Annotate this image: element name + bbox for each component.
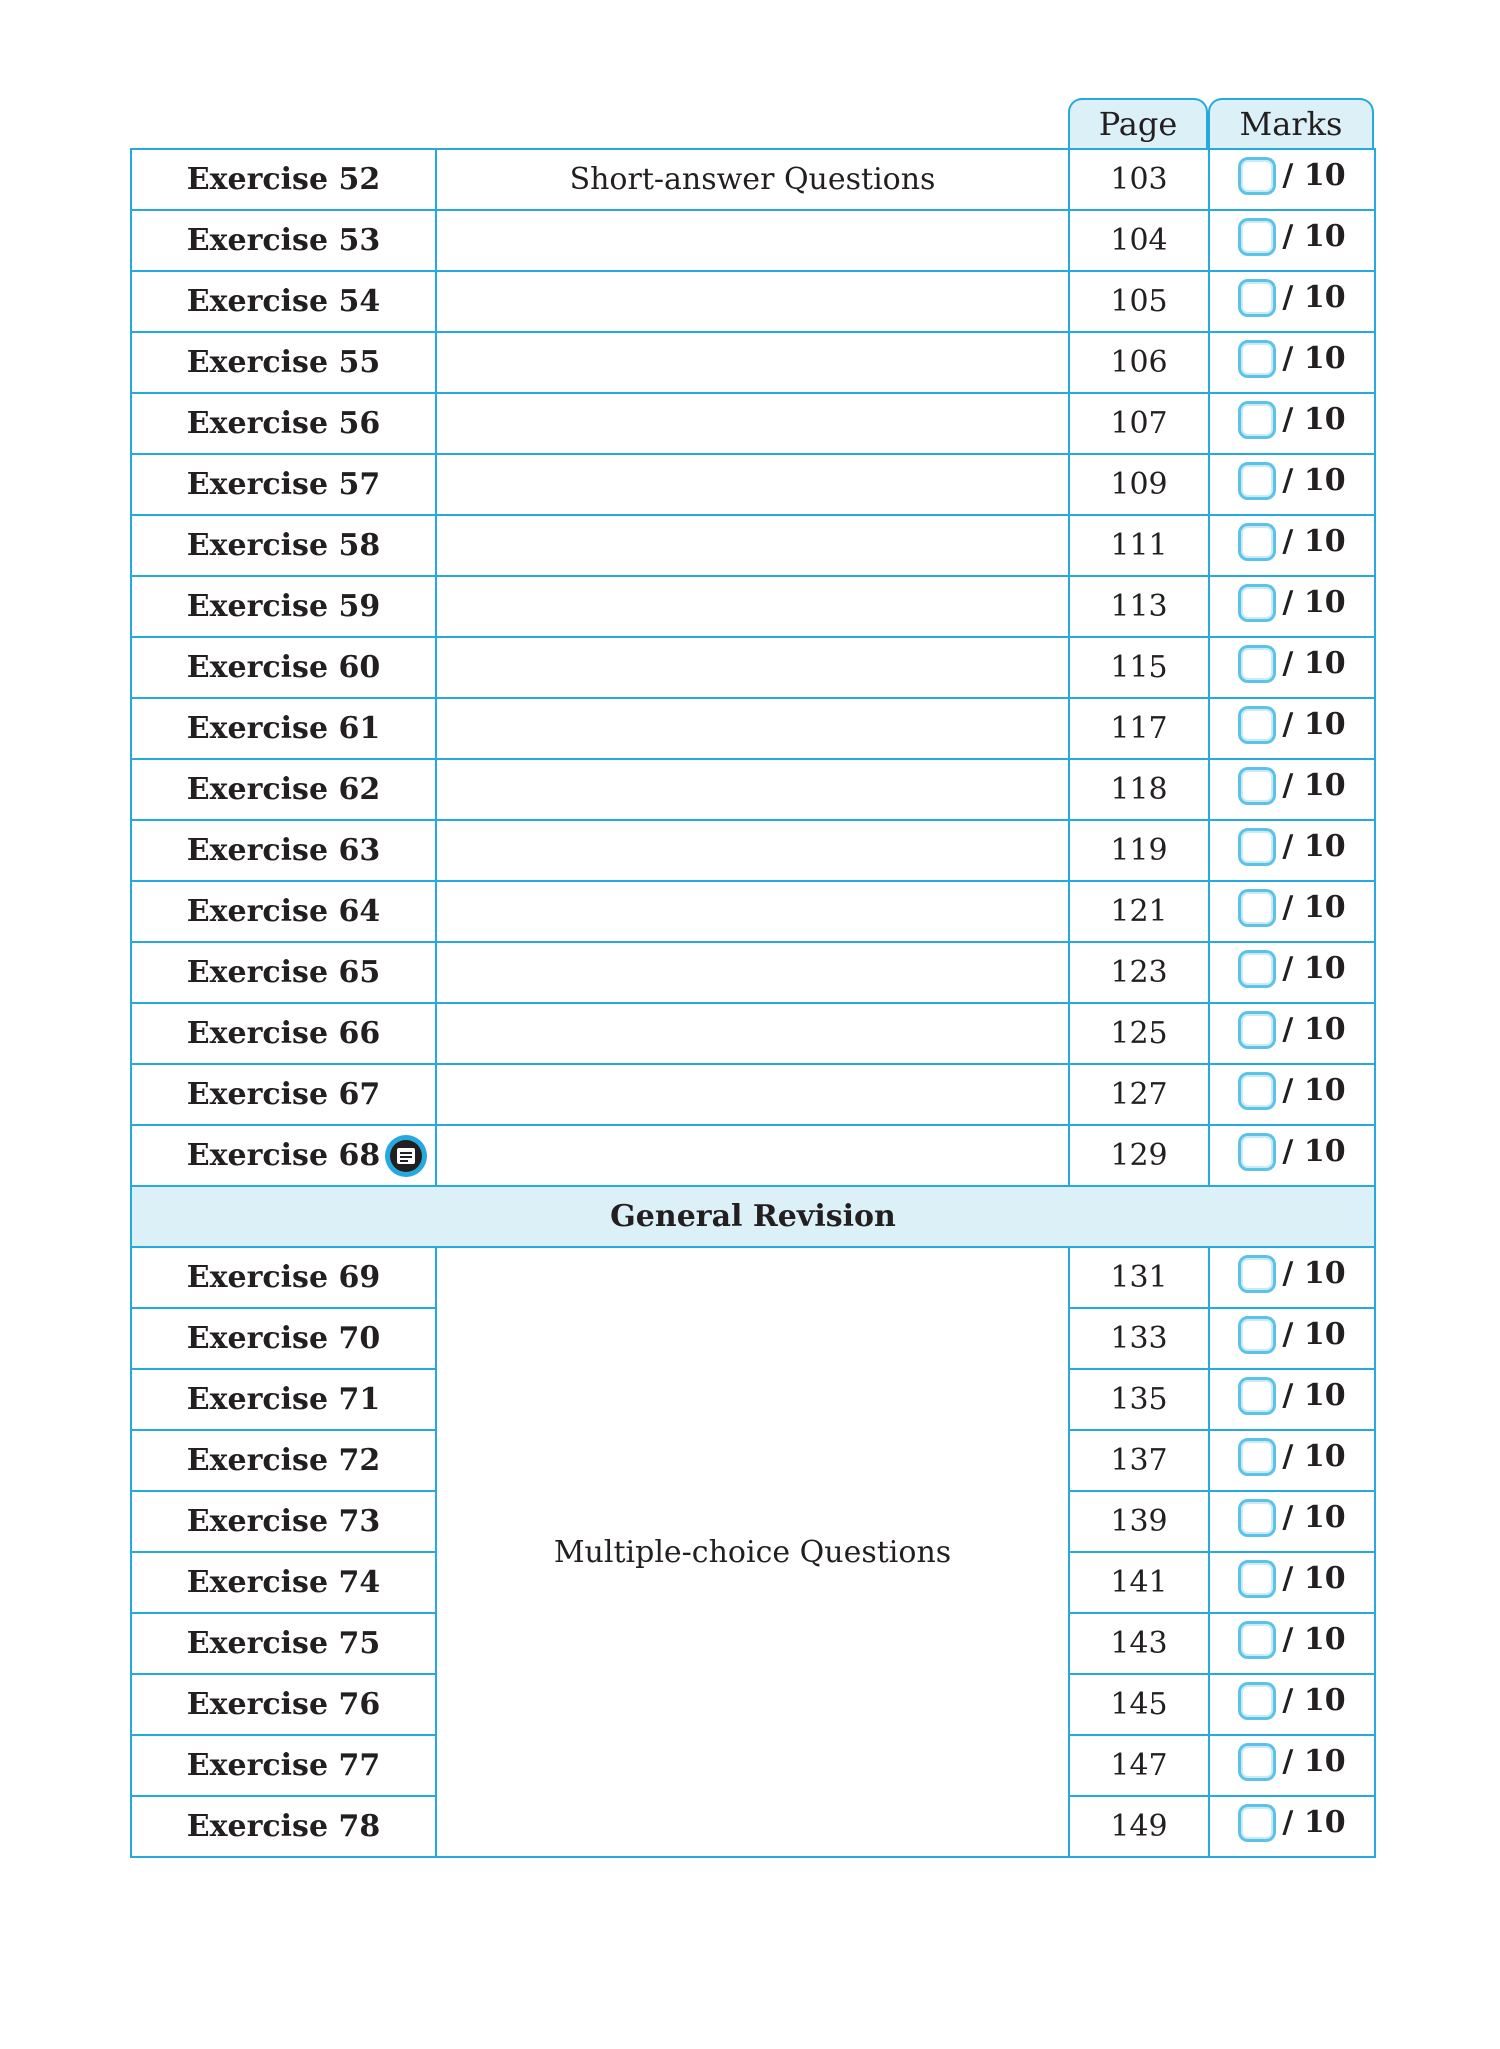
exercise-label: Exercise 73: [186, 1504, 381, 1539]
topic-cell-empty: [436, 576, 1069, 637]
exercise-label: Exercise 77: [186, 1748, 381, 1783]
page-number: 145: [1069, 1674, 1209, 1735]
marks-cell: [1209, 1125, 1375, 1186]
exercise-label: Exercise 54: [186, 284, 381, 319]
exercise-cell: [131, 332, 436, 393]
exercise-cell: [131, 1735, 436, 1796]
exercise-cell: [131, 881, 436, 942]
marks-total: / 10: [1282, 1317, 1346, 1352]
marks-total: / 10: [1282, 890, 1346, 925]
table-row: [131, 637, 1375, 698]
exercise-cell: [131, 271, 436, 332]
marks-total: / 10: [1282, 1805, 1346, 1840]
marks-input-box[interactable]: [1238, 1072, 1276, 1110]
table-row: [131, 881, 1375, 942]
table-row: [131, 210, 1375, 271]
table-row: [131, 576, 1375, 637]
marks-total: / 10: [1282, 1439, 1346, 1474]
section-header-row: [131, 1186, 1375, 1247]
table-row: [131, 271, 1375, 332]
marks-column-header: Marks: [1208, 98, 1374, 148]
marks-input-box[interactable]: [1238, 645, 1276, 683]
exercise-cell: [131, 1064, 436, 1125]
marks-input-box[interactable]: [1238, 1804, 1276, 1842]
exercise-cell: [131, 1613, 436, 1674]
table-row: [131, 393, 1375, 454]
exercise-label: Exercise 65: [186, 955, 381, 990]
exercise-label: Exercise 69: [186, 1260, 381, 1295]
marks-cell: [1209, 942, 1375, 1003]
exercise-label: Exercise 67: [186, 1077, 381, 1112]
exercise-label: Exercise 52: [186, 162, 381, 197]
table-row: [131, 1125, 1375, 1186]
marks-cell: [1209, 1796, 1375, 1857]
marks-cell: [1209, 1308, 1375, 1369]
marks-input-box[interactable]: [1238, 157, 1276, 195]
exercise-cell: [131, 576, 436, 637]
page-number: 119: [1069, 820, 1209, 881]
marks-cell: [1209, 881, 1375, 942]
exercise-label: Exercise 59: [186, 589, 381, 624]
marks-input-box[interactable]: [1238, 1682, 1276, 1720]
marks-total: / 10: [1282, 951, 1346, 986]
marks-input-box[interactable]: [1238, 767, 1276, 805]
marks-input-box[interactable]: [1238, 1316, 1276, 1354]
exercise-cell: [131, 454, 436, 515]
marks-input-box[interactable]: [1238, 1743, 1276, 1781]
page-number: 139: [1069, 1491, 1209, 1552]
page-number: 118: [1069, 759, 1209, 820]
marks-total: / 10: [1282, 768, 1346, 803]
marks-total: / 10: [1282, 707, 1346, 742]
marks-total: / 10: [1282, 1500, 1346, 1535]
marks-total: / 10: [1282, 646, 1346, 681]
exercise-cell: [131, 698, 436, 759]
exercise-cell: [131, 637, 436, 698]
marks-cell: [1209, 576, 1375, 637]
page-number: 137: [1069, 1430, 1209, 1491]
exercise-label: Exercise 68: [186, 1138, 381, 1173]
marks-total: / 10: [1282, 1073, 1346, 1108]
topic-cell-empty: [436, 942, 1069, 1003]
exercise-cell: [131, 149, 436, 210]
page-number: 106: [1069, 332, 1209, 393]
page-number: 141: [1069, 1552, 1209, 1613]
marks-input-box[interactable]: [1238, 1438, 1276, 1476]
marks-total: / 10: [1282, 524, 1346, 559]
exercise-label: Exercise 61: [186, 711, 381, 746]
exercise-label: Exercise 63: [186, 833, 381, 868]
table-row: [131, 698, 1375, 759]
topic-cell: Short-answer Questions: [436, 149, 1069, 210]
exercise-label: Exercise 75: [186, 1626, 381, 1661]
table-row: [131, 515, 1375, 576]
page-number: 103: [1069, 149, 1209, 210]
marks-input-box[interactable]: [1238, 279, 1276, 317]
topic-cell-empty: [436, 515, 1069, 576]
page-number: 104: [1069, 210, 1209, 271]
topic-cell: Multiple-choice Questions: [436, 1247, 1069, 1857]
exercise-label: Exercise 74: [186, 1565, 381, 1600]
marks-total: / 10: [1282, 1378, 1346, 1413]
marks-total: / 10: [1282, 1561, 1346, 1596]
page-number: 125: [1069, 1003, 1209, 1064]
exercise-cell: [131, 759, 436, 820]
exercise-cell: [131, 515, 436, 576]
exercise-label: Exercise 70: [186, 1321, 381, 1356]
marks-cell: [1209, 637, 1375, 698]
marks-total: / 10: [1282, 219, 1346, 254]
marks-input-box[interactable]: [1238, 889, 1276, 927]
exercise-label: Exercise 56: [186, 406, 381, 441]
table-row: [131, 1003, 1375, 1064]
marks-cell: [1209, 1552, 1375, 1613]
marks-cell: [1209, 1003, 1375, 1064]
table-row: [131, 942, 1375, 1003]
exercise-label: Exercise 57: [186, 467, 381, 502]
marks-total: / 10: [1282, 1134, 1346, 1169]
table-row: [131, 759, 1375, 820]
topic-cell-empty: [436, 271, 1069, 332]
topic-cell-empty: [436, 1125, 1069, 1186]
marks-total: / 10: [1282, 829, 1346, 864]
topic-cell-empty: [436, 820, 1069, 881]
page-number: 117: [1069, 698, 1209, 759]
marks-input-box[interactable]: [1238, 706, 1276, 744]
marks-input-box[interactable]: [1238, 1133, 1276, 1171]
marks-total: / 10: [1282, 1012, 1346, 1047]
marks-cell: [1209, 820, 1375, 881]
exercise-cell: [131, 942, 436, 1003]
exercise-cell: [131, 1796, 436, 1857]
topic-cell-empty: [436, 1003, 1069, 1064]
marks-input-box[interactable]: [1238, 584, 1276, 622]
topic-cell-empty: [436, 759, 1069, 820]
marks-cell: [1209, 393, 1375, 454]
marks-cell: [1209, 1613, 1375, 1674]
exercise-label: Exercise 58: [186, 528, 381, 563]
exercise-cell: [131, 820, 436, 881]
topic-cell-empty: [436, 1064, 1069, 1125]
exercise-cell: [131, 1674, 436, 1735]
marks-cell: [1209, 698, 1375, 759]
marks-cell: [1209, 1064, 1375, 1125]
marks-total: / 10: [1282, 1622, 1346, 1657]
table-row: [131, 1247, 1375, 1308]
topic-cell-empty: [436, 698, 1069, 759]
topic-cell-empty: [436, 332, 1069, 393]
marks-input-box[interactable]: [1238, 401, 1276, 439]
marks-total: / 10: [1282, 280, 1346, 315]
topic-cell-empty: [436, 393, 1069, 454]
topic-cell-empty: [436, 637, 1069, 698]
marks-total: / 10: [1282, 1256, 1346, 1291]
marks-cell: [1209, 271, 1375, 332]
exercise-label: Exercise 62: [186, 772, 381, 807]
marks-input-box[interactable]: [1238, 1560, 1276, 1598]
exercise-label: Exercise 55: [186, 345, 381, 380]
exercise-cell: [131, 1491, 436, 1552]
marks-cell: [1209, 1491, 1375, 1552]
page-number: 115: [1069, 637, 1209, 698]
marks-cell: [1209, 149, 1375, 210]
page-number: 107: [1069, 393, 1209, 454]
exercise-label: Exercise 53: [186, 223, 381, 258]
section-title: General Revision: [131, 1186, 1375, 1247]
exercise-cell: [131, 1125, 436, 1186]
topic-cell-empty: [436, 881, 1069, 942]
marks-total: / 10: [1282, 402, 1346, 437]
marks-input-box[interactable]: [1238, 523, 1276, 561]
marks-input-box[interactable]: [1238, 1377, 1276, 1415]
exercise-cell: [131, 393, 436, 454]
table-row: [131, 1064, 1375, 1125]
table-row: [131, 820, 1375, 881]
page-number: 129: [1069, 1125, 1209, 1186]
marks-input-box[interactable]: [1238, 1621, 1276, 1659]
marks-cell: [1209, 759, 1375, 820]
page-number: 143: [1069, 1613, 1209, 1674]
marks-input-box[interactable]: [1238, 1255, 1276, 1293]
exercise-cell: [131, 1003, 436, 1064]
marks-cell: [1209, 1674, 1375, 1735]
exercise-cell: [131, 1369, 436, 1430]
marks-input-box[interactable]: [1238, 462, 1276, 500]
exercise-cell: [131, 210, 436, 271]
exercise-cell: [131, 1308, 436, 1369]
marks-input-box[interactable]: [1238, 1499, 1276, 1537]
marks-cell: [1209, 1430, 1375, 1491]
page-number: 131: [1069, 1247, 1209, 1308]
marks-cell: [1209, 1247, 1375, 1308]
exercise-table: [130, 148, 1376, 1858]
topic-cell-empty: [436, 454, 1069, 515]
marks-total: / 10: [1282, 463, 1346, 498]
marks-total: / 10: [1282, 341, 1346, 376]
exercise-label: Exercise 76: [186, 1687, 381, 1722]
page-column-header: Page: [1068, 98, 1208, 148]
assessment-badge-icon: [383, 1133, 429, 1179]
marks-total: / 10: [1282, 158, 1346, 193]
exercise-label: Exercise 66: [186, 1016, 381, 1051]
page-number: 147: [1069, 1735, 1209, 1796]
page-number: 121: [1069, 881, 1209, 942]
marks-input-box[interactable]: [1238, 340, 1276, 378]
page-number: 127: [1069, 1064, 1209, 1125]
exercise-label: Exercise 64: [186, 894, 381, 929]
exercise-label: Exercise 71: [186, 1382, 381, 1417]
table-row: [131, 454, 1375, 515]
page-number: 135: [1069, 1369, 1209, 1430]
marks-total: / 10: [1282, 585, 1346, 620]
marks-input-box[interactable]: [1238, 218, 1276, 256]
marks-cell: [1209, 454, 1375, 515]
exercise-label: Exercise 60: [186, 650, 381, 685]
page-number: 113: [1069, 576, 1209, 637]
marks-input-box[interactable]: [1238, 950, 1276, 988]
table-row: [131, 332, 1375, 393]
page-number: 133: [1069, 1308, 1209, 1369]
page-number: 149: [1069, 1796, 1209, 1857]
marks-cell: [1209, 515, 1375, 576]
exercise-label: Exercise 78: [186, 1809, 381, 1844]
marks-cell: [1209, 1369, 1375, 1430]
topic-cell-empty: [436, 210, 1069, 271]
page-number: 109: [1069, 454, 1209, 515]
page-number: 111: [1069, 515, 1209, 576]
table-row: [131, 149, 1375, 210]
marks-cell: [1209, 210, 1375, 271]
marks-input-box[interactable]: [1238, 828, 1276, 866]
marks-cell: [1209, 1735, 1375, 1796]
marks-total: / 10: [1282, 1744, 1346, 1779]
exercise-cell: [131, 1552, 436, 1613]
page-number: 123: [1069, 942, 1209, 1003]
marks-cell: [1209, 332, 1375, 393]
marks-total: / 10: [1282, 1683, 1346, 1718]
exercise-label: Exercise 72: [186, 1443, 381, 1478]
page-number: 105: [1069, 271, 1209, 332]
exercise-cell: [131, 1247, 436, 1308]
marks-input-box[interactable]: [1238, 1011, 1276, 1049]
exercise-cell: [131, 1430, 436, 1491]
